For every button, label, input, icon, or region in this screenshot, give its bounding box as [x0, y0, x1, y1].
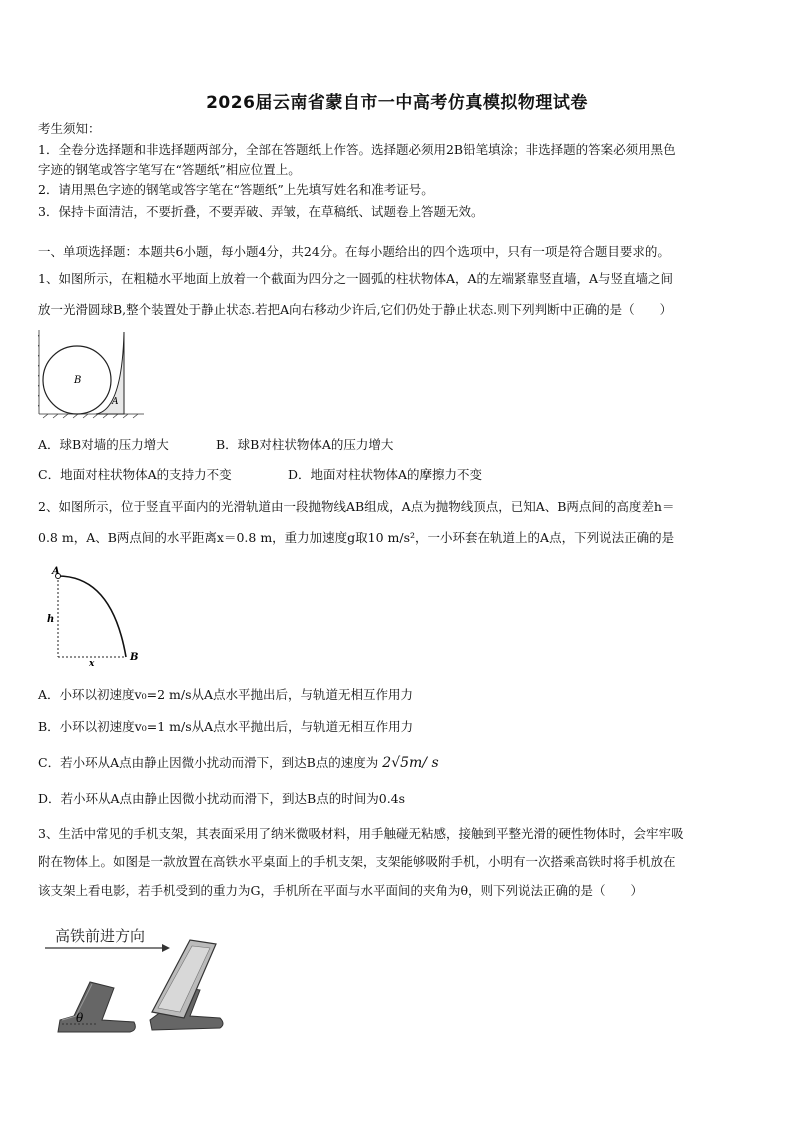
- notice-item-1-line-1: 1．全卷分选择题和非选择题两部分，全部在答题纸上作答。选择题必须用2B铅笔填涂；非选择题的答案必须用黑色: [38, 142, 676, 157]
- q1-option-b: B．球B对柱状物体A的压力增大: [216, 437, 394, 452]
- q2-stem-line-1: 2、如图所示，位于竖直平面内的光滑轨道由一段抛物线AB组成，A点为抛物线顶点，已知A、B两点间的高度差h＝: [38, 499, 675, 514]
- section-heading: 一、单项选择题：本题共6小题，每小题4分，共24分。在每小题给出的四个选项中，只有一项是符合题目要求的。: [38, 244, 670, 259]
- q2-figure: [42, 564, 152, 668]
- page-title: 2026届云南省蒙自市一中高考仿真模拟物理试卷: [206, 93, 588, 113]
- q3-stem-line-1: 3、生活中常见的手机支架，其表面采用了纳米微吸材料，用手触碰无粘感，接触到平整光滑的硬性物体时，会牢牢吸: [38, 826, 684, 841]
- q2-option-c-value: 2√5m/ s: [382, 755, 439, 771]
- q2-label-x: x: [89, 659, 95, 668]
- notice-item-2: 2．请用黑色字迹的钢笔或答字笔在“答题纸”上先填写姓名和准考证号。: [38, 182, 434, 197]
- q1-option-a: A．球B对墙的压力增大: [38, 437, 169, 452]
- q3-stem-line-3: 该支架上看电影，若手机受到的重力为G，手机所在平面与水平面间的夹角为θ，则下列说法正确的是（ ）: [38, 883, 644, 898]
- q3-theta-label: θ: [76, 1011, 84, 1025]
- q1-option-c: C．地面对柱状物体A的支持力不变: [38, 467, 232, 482]
- q1-label-b: B: [74, 375, 82, 386]
- q2-option-b: B．小环以初速度v₀=1 m/s从A点水平抛出后，与轨道无相互作用力: [38, 719, 414, 734]
- q2-option-a: A．小环以初速度v₀=2 m/s从A点水平抛出后，与轨道无相互作用力: [38, 687, 414, 702]
- q1-label-a: A: [112, 397, 119, 407]
- q2-label-a: A: [52, 566, 60, 577]
- q2-option-d: D．若小环从A点由静止因微小扰动而滑下，到达B点的时间为0.4s: [38, 791, 406, 806]
- notice-item-1-line-2: 字迹的钢笔或答字笔写在“答题纸”相应位置上。: [38, 162, 301, 177]
- q3-caption: 高铁前进方向: [55, 927, 146, 945]
- q2-label-h: h: [47, 614, 55, 625]
- q2-option-c: C．若小环从A点由静止因微小扰动而滑下，到达B点的速度为 2√5m/ s: [38, 755, 439, 771]
- q2-stem-line-2: 0.8 m，A、B两点间的水平距离x＝0.8 m，重力加速度g取10 m/s²，一小环套在轨道上的A点，下列说法正确的是: [38, 530, 675, 545]
- q3-stem-line-2: 附在物体上。如图是一款放置在高铁水平桌面上的手机支架，支架能够吸附手机，小明有一次搭乘高铁时将手机放在: [38, 854, 676, 869]
- q2-label-b: B: [130, 652, 139, 663]
- q3-figure: [40, 920, 230, 1040]
- q1-stem-line-1: 1、如图所示，在粗糙水平地面上放着一个截面为四分之一圆弧的柱状物体A，A的左端紧靠竖直墙，A与竖直墙之间: [38, 271, 674, 286]
- q1-option-d: D．地面对柱状物体A的摩擦力不变: [288, 467, 483, 482]
- notice-item-3: 3．保持卡面清洁，不要折叠，不要弄破、弄皱，在草稿纸、试题卷上答题无效。: [38, 204, 484, 219]
- q1-stem-line-2: 放一光滑圆球B,整个装置处于静止状态.若把A向右移动少许后,它们仍处于静止状态.则下列判断中正确的是（ ）: [38, 302, 673, 317]
- notice-heading: 考生须知：: [38, 121, 101, 136]
- q1-figure: [38, 330, 146, 422]
